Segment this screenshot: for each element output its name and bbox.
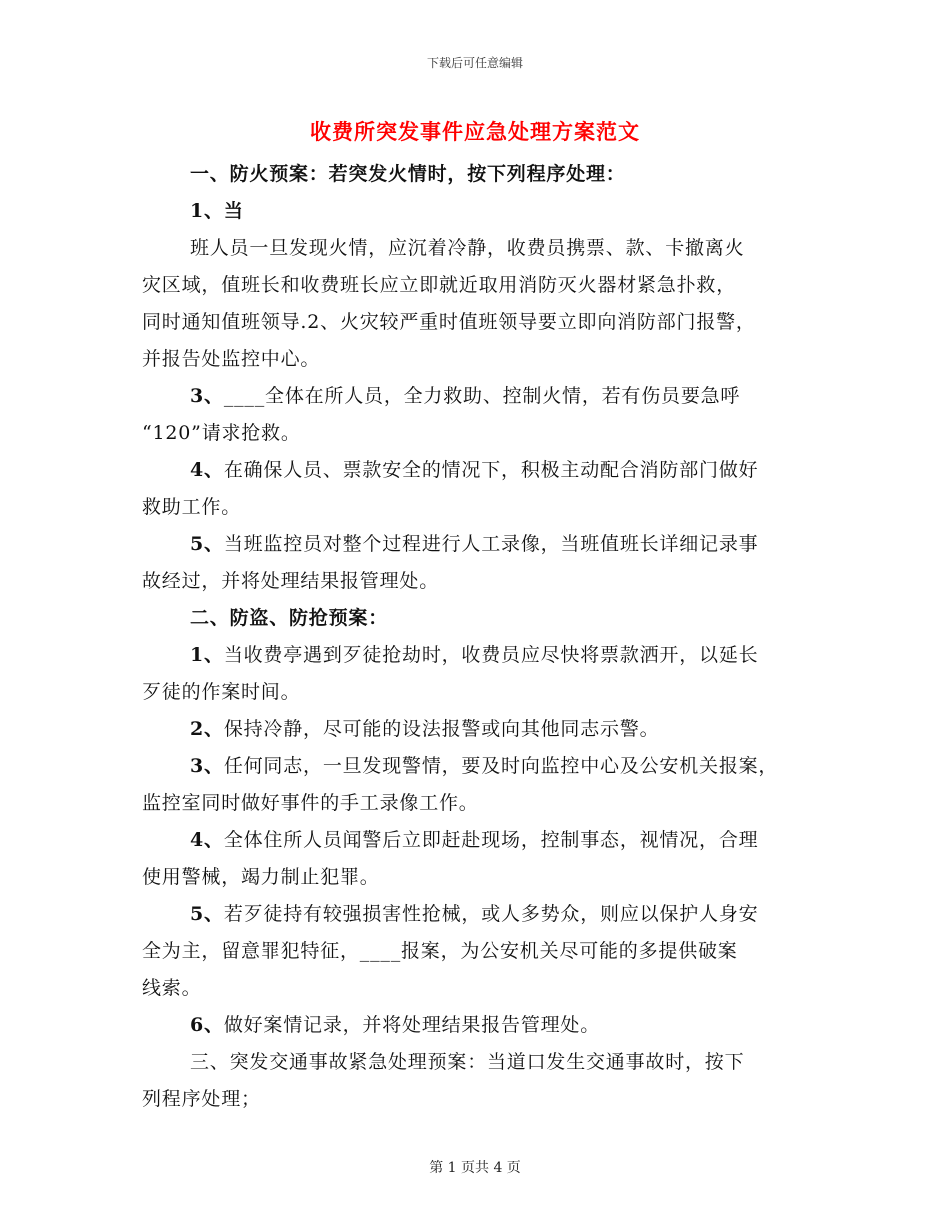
paragraph-line: 班人员一旦发现火情，应沉着冷静，收费员携票、款、卡撤离火 — [190, 237, 745, 259]
section1-item5 — [190, 529, 758, 556]
paragraph-line: 灾区域，值班长和收费班长应立即就近取用消防灭火器材紧急扑救， — [142, 274, 737, 296]
paragraph-text: 若歹徒持有较强损害性抢械，或人多势众，则应以保护人身安 — [223, 903, 759, 925]
item-number: 6、 — [190, 1014, 224, 1036]
section2-item1 — [190, 640, 758, 667]
section2-item5 — [190, 899, 758, 926]
paragraph-line: 歹徒的作案时间。 — [142, 681, 301, 703]
paragraph-line: 使用警械，竭力制止犯罪。 — [142, 866, 380, 888]
item-number: 5、 — [190, 533, 224, 555]
paragraph-line: “120”请求抢救。 — [142, 422, 301, 444]
section3-heading-line: 三、突发交通事故紧急处理预案：当道口发生交通事故时，按下 — [190, 1051, 745, 1073]
document-title: 收费所突发事件应急处理方案范文 — [310, 119, 640, 144]
paragraph-text: 当班监控员对整个过程进行人工录像，当班值班长详细记录事 — [223, 533, 759, 555]
page-footer: 第 1 页共 4 页 — [429, 1160, 521, 1176]
item-number: 5、 — [190, 903, 224, 925]
paragraph-line: 并报告处监控中心。 — [142, 348, 321, 370]
paragraph-line: 全为主，留意罪犯特征，____报案，为公安机关尽可能的多提供破案 — [142, 940, 738, 962]
paragraph-line: 故经过，并将处理结果报管理处。 — [142, 570, 440, 592]
item-number: 3、 — [190, 755, 224, 777]
paragraph-text: ____全体在所人员，全力救助、控制火情，若有伤员要急呼 — [223, 385, 741, 407]
paragraph-line: 救助工作。 — [142, 496, 242, 518]
header-note: 下载后可任意编辑 — [426, 56, 523, 70]
section1-heading: 一、防火预案：若突发火情时，按下列程序处理： — [190, 163, 626, 185]
section2-item4 — [190, 825, 758, 852]
item-number: 2、 — [190, 718, 224, 740]
section1-item1-label — [190, 196, 244, 223]
paragraph-text: 在确保人员、票款安全的情况下，积极主动配合消防部门做好 — [223, 459, 759, 481]
paragraph-text: 做好案情记录，并将处理结果报告管理处。 — [223, 1014, 601, 1036]
section1-item4 — [190, 455, 758, 482]
paragraph-line: 列程序处理； — [142, 1088, 261, 1110]
paragraph-line: 监控室同时做好事件的手工录像工作。 — [142, 792, 479, 814]
paragraph-line: 线索。 — [142, 977, 202, 999]
section1-item3 — [190, 381, 740, 408]
paragraph-text: 当收费亭遇到歹徒抢劫时，收费员应尽快将票款洒开，以延长 — [223, 644, 759, 666]
item-number: 3、 — [190, 385, 224, 407]
item-number: 4、 — [190, 459, 224, 481]
section2-item2 — [190, 714, 659, 741]
section2-item3 — [190, 751, 778, 778]
paragraph-text: 保持冷静，尽可能的设法报警或向其他同志示警。 — [223, 718, 660, 740]
paragraph-text: 任何同志，一旦发现警情，要及时向监控中心及公安机关报案， — [223, 755, 779, 777]
section2-heading: 二、防盗、防抢预案： — [190, 607, 389, 629]
item-number: 4、 — [190, 829, 224, 851]
paragraph-text: 全体住所人员闻警后立即赶赴现场，控制事态，视情况，合理 — [223, 829, 759, 851]
item-number: 1、当 — [190, 200, 244, 222]
paragraph-line: 同时通知值班领导.2、火灾较严重时值班领导要立即向消防部门报警， — [142, 311, 756, 333]
item-number: 1、 — [190, 644, 224, 666]
section2-item6 — [190, 1010, 600, 1037]
